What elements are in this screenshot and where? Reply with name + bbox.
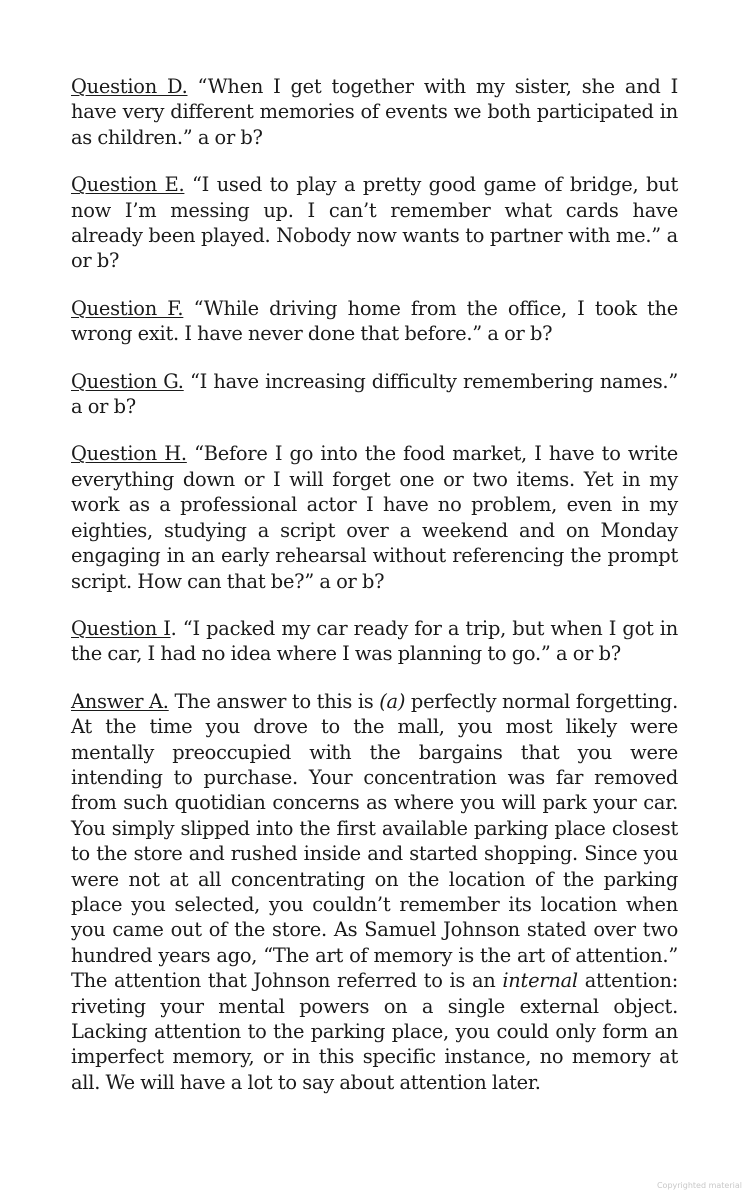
answer-a-paragraph [71,689,678,1096]
question-f-paragraph [71,296,678,347]
question-e-paragraph [71,172,678,274]
question-e-text: “I used to play a pretty good game of bridge, but now I’m messing up. I can’t remember what cards have already been played. Nobody now wants to partner with me.” a or b? [71,173,678,273]
question-i-label: Question I [71,616,171,640]
question-f-text: “While driving home from the office, I took the wrong exit. I have never done that before.” a or b? [71,296,678,346]
copyright-watermark: Copyrighted material [656,1181,742,1190]
question-g-text: “I have increasing difficulty remembering names.” a or b? [71,369,679,419]
question-g-label: Question G. [71,369,184,393]
question-h-paragraph [71,441,678,593]
question-d-text: “When I get together with my sister, she and I have very different memories of events we both participated in as children.” a or b? [71,75,678,149]
answer-a-emphasis-2: internal [502,969,578,993]
question-f-label: Question F. [71,296,184,320]
answer-a-text-2: perfectly normal forgetting. At the time you drove to the mall, you most likely were mentally preoccupied with the bargains that you were intending to purchase. Your concentration was far removed from such quotidian concerns as where you will park your car. You simply slipped into the first available parking place closest to the store and rushed inside and started shopping. Since you were not at all concentrating on the location of the parking place you selected, you couldn’t remember its location when you came out of the store. As Samuel Johnson stated over two hundred years ago, “The art of memory is the art of attention.” The attention that Johnson referred to is an [71,689,678,993]
question-h-label: Question H. [71,442,187,466]
question-h-text: “Before I go into the food market, I have to write everything down or I will forget one or two items. Yet in my work as a professional actor I have no problem, even in my eighties, studying a script over a weekend and on Monday engaging in an early rehearsal without referencing the prompt script. How can that be?” a or b? [71,442,678,593]
question-e-label: Question E. [71,173,185,197]
question-d-label: Question D. [71,75,188,98]
question-g-paragraph [71,369,678,420]
answer-a-text-3: attention: riveting your mental powers on a single external object. Lacking attention to the parking place, you could only form an imperfect memory, or in this specific instance, no memory at all. We will have a lot to say about attention later. [71,969,678,1094]
question-d-paragraph [71,74,678,150]
answer-a-emphasis-1: (a) [379,689,406,713]
question-i-text: . “I packed my car ready for a trip, but when I got in the car, I had no idea where I was planning to go.” a or b? [71,616,678,666]
answer-a-text-1: The answer to this is [168,689,380,713]
page-body [71,74,678,1117]
question-i-paragraph [71,616,678,667]
answer-a-label: Answer A. [71,689,169,713]
